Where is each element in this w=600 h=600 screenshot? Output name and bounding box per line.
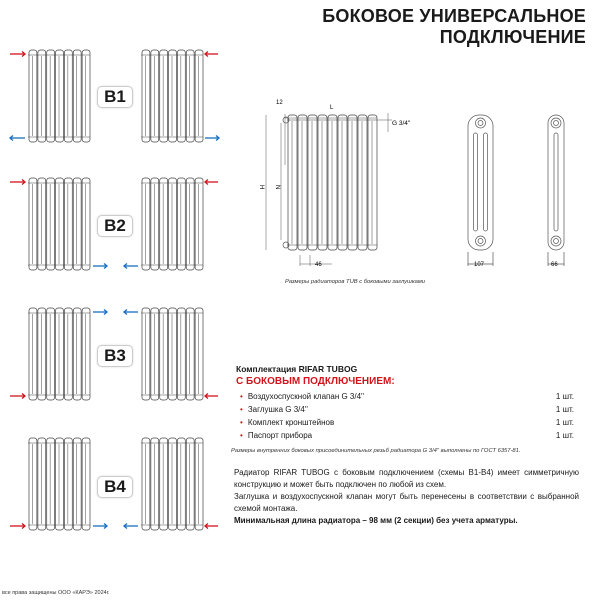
dim-l: L: [330, 105, 334, 111]
radiator-section: [29, 308, 37, 400]
radiator-right: [141, 308, 203, 400]
radiator-section: [73, 178, 81, 270]
thread-size: G 3/4'': [392, 120, 411, 127]
page-title: [322, 6, 586, 48]
radiator-section: [142, 178, 150, 270]
radiator-section: [82, 438, 90, 530]
radiator-section: [328, 115, 337, 250]
radiator-section: [142, 438, 150, 530]
radiator-section: [160, 178, 168, 270]
radiator-section: [151, 50, 159, 142]
description-p1: Радиатор RIFAR TUBOG с боковым подключением (схемы B1-B4) имеет симметричную конструкцию и может быть подключен по любой из схем.: [234, 468, 579, 489]
radiator-section: [177, 438, 185, 530]
radiator-section: [64, 178, 72, 270]
radiator-left: [28, 178, 90, 270]
radiator-section: [73, 308, 81, 400]
supply-arrow-icon: [10, 52, 25, 57]
radiator-section: [29, 50, 37, 142]
depth-107: 107: [474, 262, 485, 268]
radiator-section: [38, 438, 46, 530]
supply-arrow-icon: [205, 524, 218, 529]
radiator-section: [29, 438, 37, 530]
radiator-section: [151, 438, 159, 530]
radiator-left: [28, 438, 90, 530]
radiator-section: [142, 50, 150, 142]
scheme-label-b2: B2: [97, 215, 133, 237]
radiator-section: [160, 50, 168, 142]
radiator-right: [141, 438, 203, 530]
kit-item: • Заглушка G 3/4'' 1 шт.: [240, 405, 574, 414]
radiator-section: [38, 50, 46, 142]
radiator-section: [177, 178, 185, 270]
radiator-section: [348, 115, 357, 250]
kit-item: • Паспорт прибора 1 шт.: [240, 431, 574, 440]
radiator-section: [38, 308, 46, 400]
radiator-section: [64, 438, 72, 530]
dim-n: N: [274, 185, 280, 190]
kit-item: • Воздухоспускной клапан G 3/4'' 1 шт.: [240, 392, 574, 401]
radiator-section: [186, 438, 194, 530]
radiator-section: [160, 308, 168, 400]
radiator-section: [318, 115, 327, 250]
kit-heading: Комплектация RIFAR TUBOG: [236, 364, 358, 374]
return-arrow-icon: [10, 136, 25, 141]
radiator-section: [169, 178, 177, 270]
radiator-right: [141, 50, 203, 142]
radiator-section: [47, 50, 55, 142]
return-arrow-icon: [205, 136, 219, 141]
radiator-section: [56, 50, 64, 142]
bullet-icon: •: [240, 405, 243, 414]
radiator-section: [195, 308, 203, 400]
kit-qty: 1 шт.: [555, 405, 574, 414]
drawing-caption: Размеры радиаторов TUB с боковыми заглушками: [284, 279, 426, 285]
return-arrow-icon: [93, 524, 107, 529]
scheme-label-b4: B4: [97, 476, 133, 498]
supply-arrow-icon: [205, 52, 218, 57]
kit-subheading: С БОКОВЫМ ПОДКЛЮЧЕНИЕМ:: [236, 376, 395, 387]
kit-section: [231, 364, 586, 454]
radiator-section: [195, 178, 203, 270]
radiator-front: [287, 115, 377, 250]
radiator-section: [186, 308, 194, 400]
title-line-1: БОКОВОЕ УНИВЕРСАЛЬНОЕ: [322, 6, 586, 26]
dim-h: H: [258, 185, 264, 190]
radiator-left: [28, 50, 90, 142]
radiator-left: [28, 308, 90, 400]
depth-66: 66: [551, 262, 558, 268]
scheme-label-b1: B1: [97, 86, 133, 108]
description-p3: Минимальная длина радиатора – 98 мм (2 секции) без учета арматуры.: [234, 516, 518, 525]
radiator-section: [142, 308, 150, 400]
radiator-section: [177, 50, 185, 142]
bullet-icon: •: [240, 431, 243, 440]
radiator-section: [29, 178, 37, 270]
supply-arrow-icon: [205, 394, 218, 399]
radiator-section: [73, 438, 81, 530]
dim-12: 12: [276, 100, 283, 106]
radiator-section: [73, 50, 81, 142]
radiator-section: [151, 308, 159, 400]
scheme-label-b3: B3: [97, 345, 133, 367]
kit-qty: 1 шт.: [555, 392, 574, 401]
supply-arrow-icon: [10, 524, 25, 529]
radiator-section: [151, 178, 159, 270]
bullet-icon: •: [240, 418, 243, 427]
radiator-section: [56, 308, 64, 400]
radiator-section: [64, 308, 72, 400]
radiator-section: [338, 115, 347, 250]
radiator-section: [47, 178, 55, 270]
kit-note: Размеры внутренних боковых присоединительных резьб радиатора G 3/4'' выполнены по ГОСТ 6357-81.: [231, 448, 521, 454]
radiator-section: [195, 438, 203, 530]
radiator-section: [186, 50, 194, 142]
radiator-section: [82, 178, 90, 270]
bullet-icon: •: [240, 392, 243, 401]
radiator-right: [141, 178, 203, 270]
radiator-section: [82, 308, 90, 400]
radiator-section: [298, 115, 307, 250]
radiator-section: [288, 115, 297, 250]
radiator-section: [308, 115, 317, 250]
supply-arrow-icon: [10, 394, 25, 399]
radiator-section: [47, 438, 55, 530]
dimension-drawing: [240, 90, 600, 280]
radiator-section: [186, 178, 194, 270]
supply-arrow-icon: [205, 180, 218, 185]
description-p2: Заглушка и воздухоспускной клапан могут быть перенесены в соответствии с выбранной схемой монтажа.: [234, 492, 579, 513]
footer-copyright: все права защищены ООО «КАРЭ» 2024г.: [2, 590, 110, 596]
radiator-section: [82, 50, 90, 142]
side-view-3-column: [468, 115, 493, 266]
front-view: [283, 115, 377, 250]
supply-arrow-icon: [10, 180, 25, 185]
return-arrow-icon: [124, 524, 138, 529]
kit-item: • Комплект кронштейнов 1 шт.: [240, 418, 574, 427]
radiator-section: [56, 438, 64, 530]
title-line-2: ПОДКЛЮЧЕНИЕ: [439, 27, 586, 47]
description: [234, 467, 579, 527]
radiator-section: [177, 308, 185, 400]
radiator-section: [38, 178, 46, 270]
radiator-section: [368, 115, 377, 250]
return-arrow-icon: [124, 310, 138, 315]
radiator-section: [64, 50, 72, 142]
radiator-section: [358, 115, 367, 250]
radiator-section: [56, 178, 64, 270]
dim-46: 46: [315, 262, 322, 268]
radiator-section: [160, 438, 168, 530]
return-arrow-icon: [93, 264, 107, 269]
radiator-section: [169, 50, 177, 142]
side-view-2-column: [548, 115, 564, 266]
return-arrow-icon: [93, 310, 107, 315]
radiator-section: [169, 438, 177, 530]
radiator-section: [169, 308, 177, 400]
kit-qty: 1 шт.: [555, 431, 574, 440]
kit-qty: 1 шт.: [555, 418, 574, 427]
radiator-section: [47, 308, 55, 400]
return-arrow-icon: [124, 264, 138, 269]
radiator-section: [195, 50, 203, 142]
